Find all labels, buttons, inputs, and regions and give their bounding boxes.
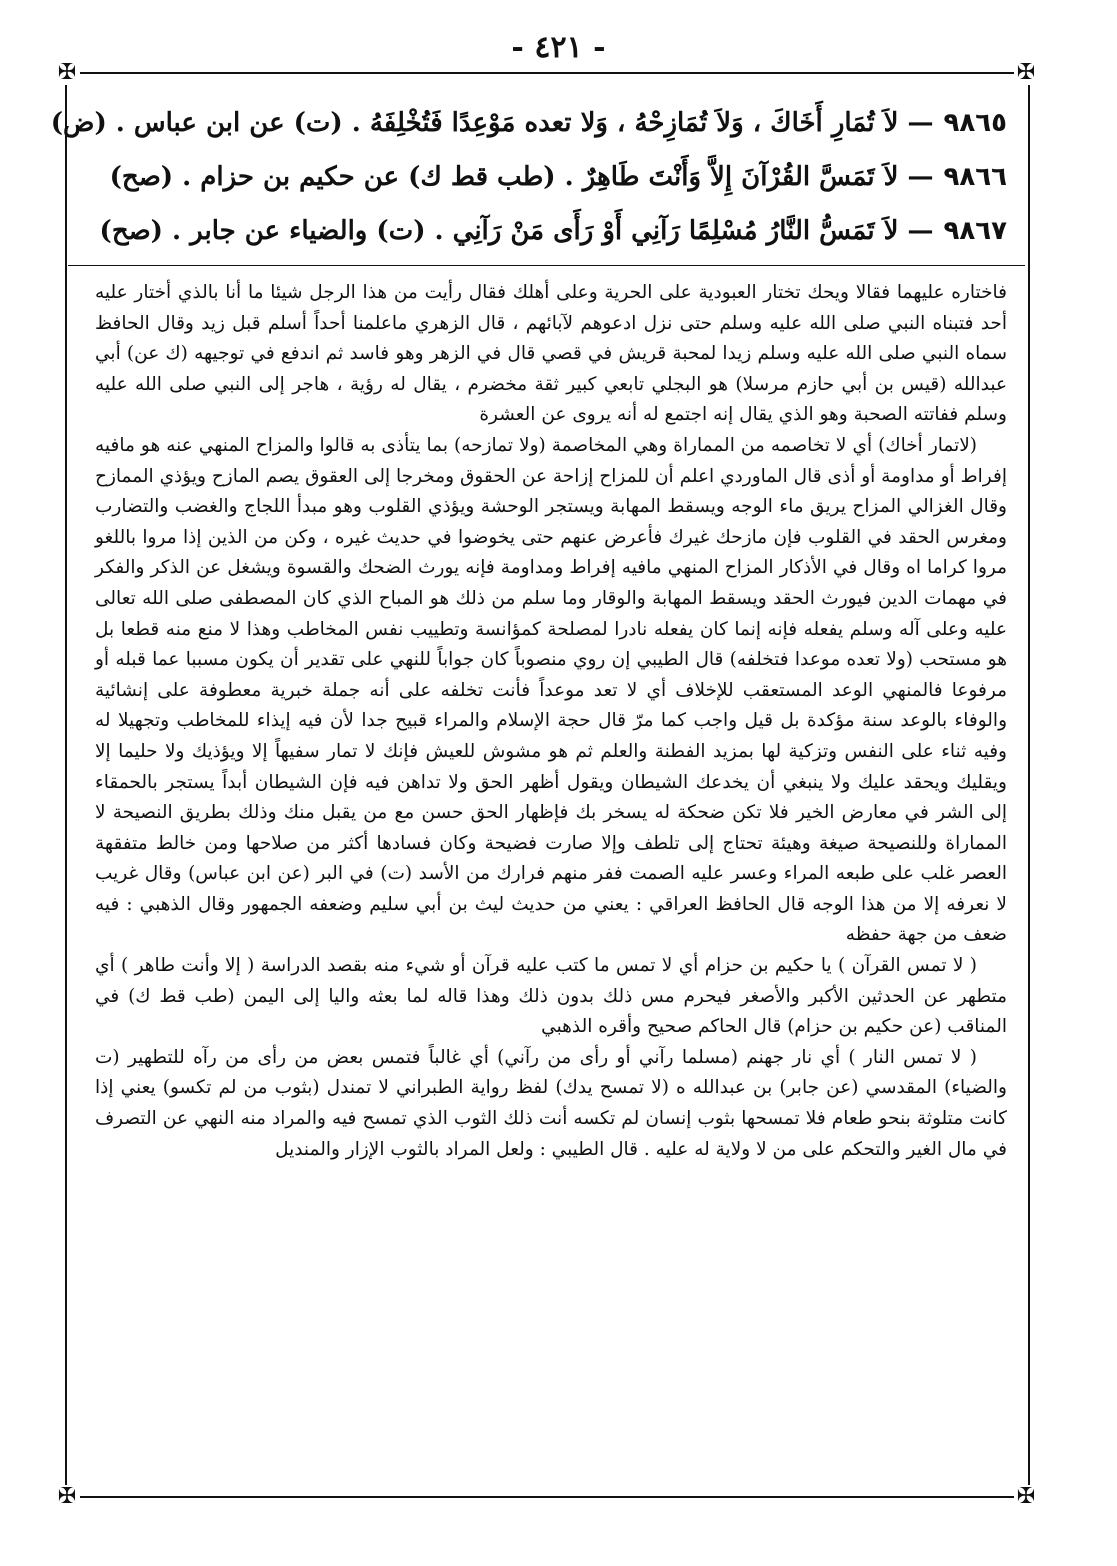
- hadith-number: ٩٨٦٦: [943, 162, 1007, 192]
- hadith-entry: [95, 204, 1007, 258]
- commentary-section: [95, 278, 1007, 1165]
- commentary-paragraph: فاختاره عليهما فقالا ويحك تختار العبودية على الحرية وعلى أهلك فقال رأيت من هذا الرجل شيئا ما أنا بالذي أختار عليه أحد فتبناه النبي صلى الله عليه وسلم حتى نزل ادعوهم لآبائهم ، قال الزهري ماعلمنا أحداً أسلم قبل زيد وقال الحافظ سماه النبي صلى الله عليه وسلم زيدا لمحبة قريش في قصي قال في الزهر وهو فاسد ثم اندفع في توجيهه (ك عن) أبي عبدالله (قيس بن أبي حازم مرسلا) هو البجلي تابعي كبير ثقة مخضرم ، يقال له رؤية ، هاجر إلى النبي صلى الله عليه وسلم ففاتته الصحبة وهو الذي يقال إنه اجتمع له أنه يروى عن العشرة: [95, 282, 1007, 426]
- corner-ornament-icon: ✠: [1014, 61, 1038, 85]
- hadith-entry: [95, 150, 1007, 204]
- corner-ornament-icon: ✠: [55, 1485, 79, 1509]
- hadith-number: ٩٨٦٥: [943, 108, 1007, 138]
- hadith-list: [50, 96, 1007, 258]
- hadith-number: ٩٨٦٧: [943, 216, 1007, 246]
- hadith-text: — لاَ تَمَسَّ القُرْآنَ إِلاَّ وَأَنْتَ طَاهِرٌ . (طب قط ك) عن حكيم بن حزام . (صح): [109, 162, 934, 192]
- frame-top-border: [80, 72, 1016, 74]
- corner-ornament-icon: ✠: [1014, 1485, 1038, 1509]
- commentary-paragraph: (لاتمار أخاك) أي لا تخاصمه من المماراة وهي المخاصمة (ولا تمازحه) بما يتأذى به قالوا والمزاح المنهي عنه هو مافيه إفراط أو مداومة أو أذى قال الماوردي اعلم أن للمزاح إزاحة عن الحقوق ومخرجا إلى العقوق يصم المازح ويؤذي الممازح وقال الغزالي المزاح يريق ماء الوجه ويسقط المهابة ويستجر الوحشة ويؤذي القلوب وهو مبدأ اللجاج والغضب والتضارب ومغرس الحقد في القلوب فإن مازحك غيرك فأعرض عنهم حتى يخوضوا في حديث غيره ، وكن من الذين إذا مروا باللغو مروا كراما اه وقال في الأذكار المزاح المنهي مافيه إفراط ومداومة فإنه يورث الضحك والقسوة ويشغل عن الذكر والفكر في مهمات الدين فيورث الحقد ويسقط المهابة والوقار وما سلم من ذلك هو المباح الذي كان المصطفى صلى الله تعالى عليه وعلى آله وسلم يفعله فإنه إنما كان يفعله نادرا لمصلحة كمؤانسة وتطييب نفس المخاطب وهذا لا منع منه قطعا بل هو مستحب (ولا تعده موعدا فتخلفه) قال الطيبي إن روي منصوباً كان جواباً للنهي على تقدير أن يكون مسببا عما قبله أو مرفوعا فالمنهي الوعد المستعقب للإخلاف أي لا تعد موعداً فأنت تخلفه على أنه جملة خبرية معطوفة على إنشائية والوفاء بالوعد سنة مؤكدة بل قيل واجب كما مرّ قال حجة الإسلام والمراء قبيح جدا لأن فيه إيذاء للمخاطب وتجهيلا له وفيه ثناء على النفس وتزكية لها بمزيد الفطنة والعلم ثم هو مشوش للعيش فإنك لا تمار سفيهاً إلا ويؤذيك ولا حليما إلا ويقليك ويحقد عليك ولا ينبغي أن يخدعك الشيطان ويقول أظهر الحق ولا تداهن فيه فإن الشيطان أبداً يستجر بالحمقاء إلى الشر في معارض الخير فلا تكن ضحكة له يسخر بك فإظهار الحق حسن مع من يقبل منك وذلك بطريق النصيحة لا المماراة وللنصيحة صيغة وهيئة تحتاج إلى تلطف وإلا صارت فضيحة وكان فسادها أكثر من صلاحها ومن خالط متفقهة العصر غلب على طبعه المراء وعسر عليه الصمت ففر منهم فرارك من الأسد (ت) في البر (عن ابن عباس) وقال غريب لا نعرفه إلا من هذا الوجه قال الحافظ العراقي : يعني من حديث ليث بن أبي سليم وضعفه الجمهور وقال الذهبي : فيه ضعف من جهة حفظه: [95, 434, 1007, 946]
- commentary-paragraph: ( لا تمس القرآن ) يا حكيم بن حزام أي لا تمس ما كتب عليه قرآن أو شيء منه بقصد الدراسة ( إلا وأنت طاهر ) أي متطهر عن الحدثين الأكبر والأصغر فيحرم مس ذلك بدون ذلك وهذا قاله لما بعثه واليا إلى اليمن (طب قط ك) في المناقب (عن حكيم بن حزام) قال الحاكم صحيح وأقره الذهبي: [95, 955, 1007, 1038]
- corner-ornament-icon: ✠: [55, 61, 79, 85]
- hadith-text: — لاَ تُمَارِ أَخَاكَ ، وَلاَ تُمَازِحْهُ ، وَلا تعده مَوْعِدًا فَتُخْلِفَهُ . (ت) عن ابن عباس . (ض): [50, 108, 934, 138]
- section-separator: [68, 265, 1025, 266]
- hadith-entry: [50, 96, 1007, 150]
- commentary-paragraph: ( لا تمس النار ) أي نار جهنم (مسلما رآني أو رأى من رآني) أي غالباً فتمس بعض من رأى من رآه للتطهير (ت والضياء) المقدسي (عن جابر) بن عبدالله ه (لا تمسح يدك) لفظ رواية الطبراني لا تمندل (بثوب من لم تكسو) يعني إذا كانت متلوثة بنحو طعام فلا تمسحها بثوب إنسان لم تكسه أنت ذلك الثوب الذي تمسح فيه والمراد منه النهي عن التصرف في مال الغير والتحكم على من لا ولاية له عليه . قال الطيبي : ولعل المراد بالثوب الإزار والمنديل: [95, 1046, 1007, 1160]
- page-number: - ٤٢١ -: [511, 30, 606, 65]
- frame-bottom-border: [80, 1496, 1016, 1498]
- hadith-text: — لاَ تَمَسُّ النَّارُ مُسْلِمًا رَآنِي أَوْ رَأَى مَنْ رَآنِي . (ت) والضياء عن جابر . (صح): [99, 216, 934, 246]
